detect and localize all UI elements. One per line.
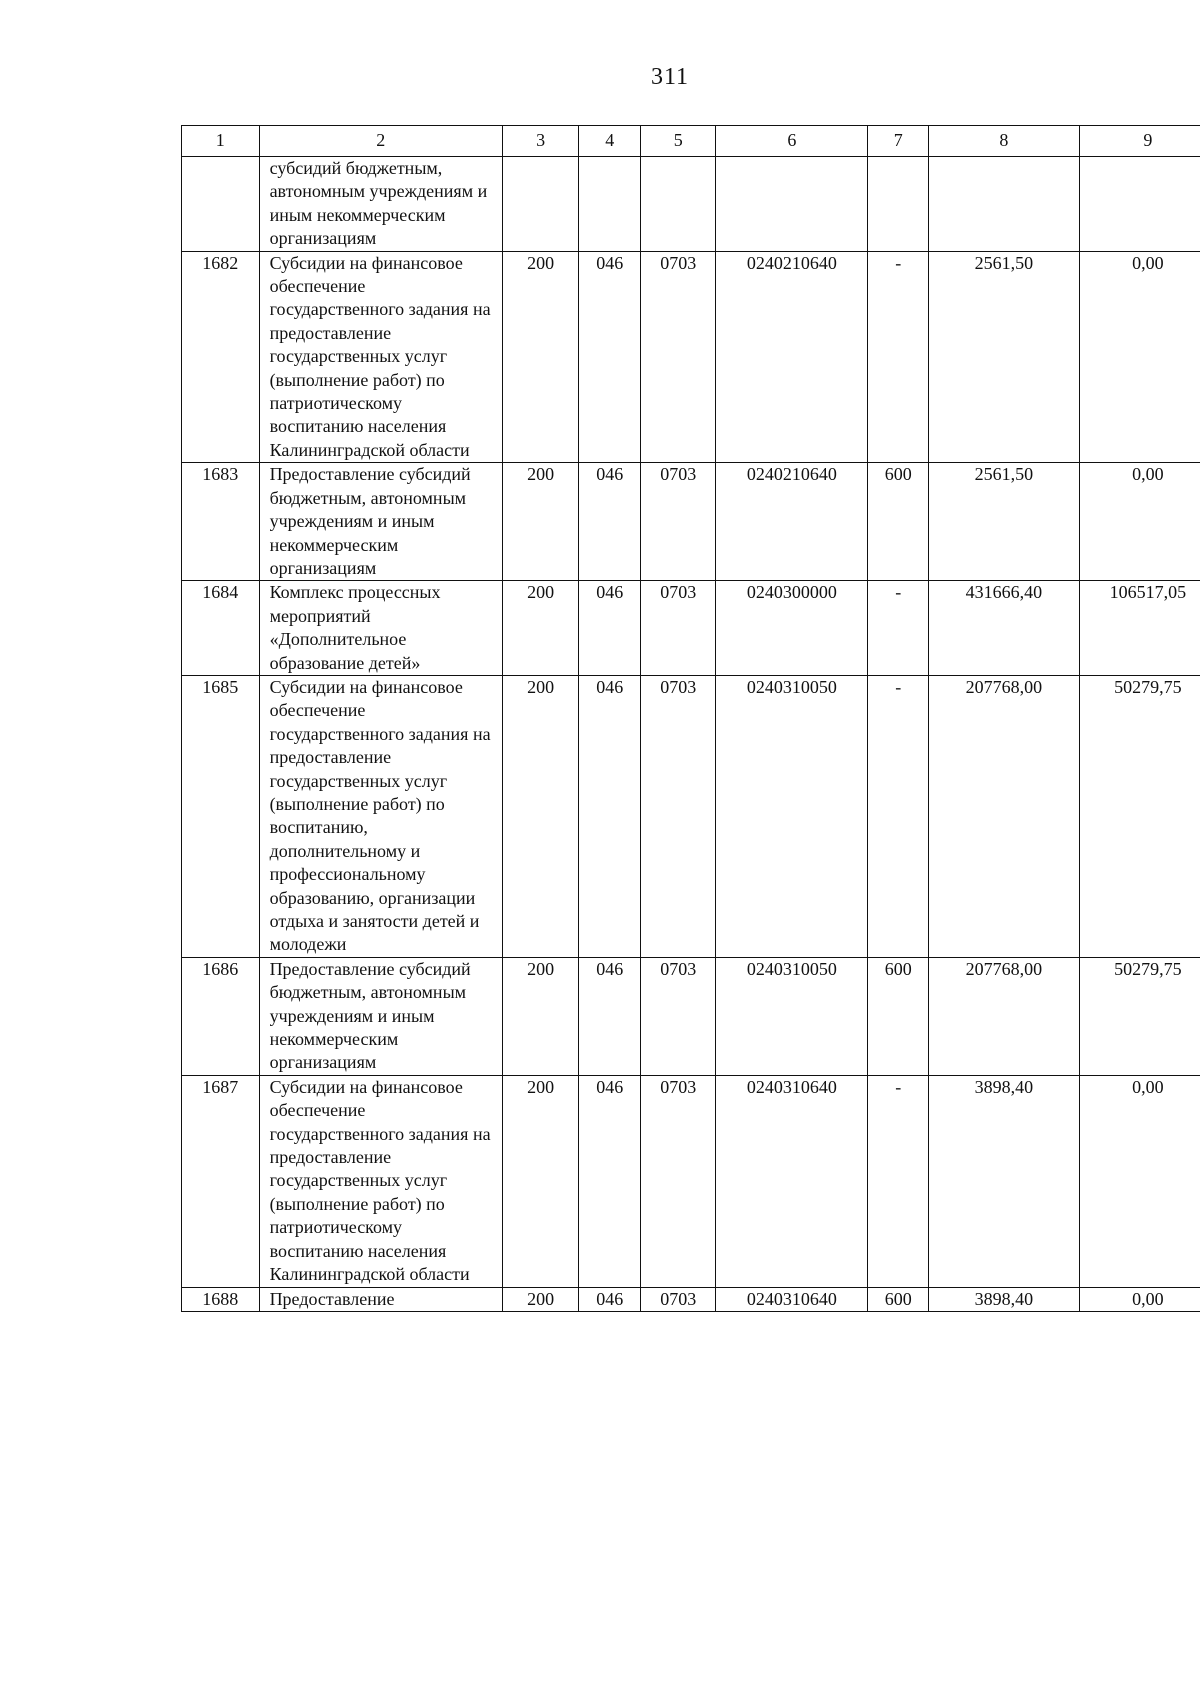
cell-c8: 207768,00 — [928, 957, 1079, 1075]
column-header: 9 — [1079, 126, 1200, 157]
cell-c5: 0703 — [641, 1287, 716, 1311]
cell-c7: 600 — [868, 957, 929, 1075]
column-header: 4 — [579, 126, 641, 157]
row-name: Субсидии на финансовое обеспечение государственного задания на предоставление государственных услуг (выполнение работ) по патриотическому воспитанию населения Калининградской области — [259, 251, 502, 463]
cell-c7: - — [868, 675, 929, 957]
row-name: Предоставление субсидий бюджетным, автономным учреждениям и иным некоммерческим организациям — [259, 957, 502, 1075]
table-row — [182, 957, 1200, 1075]
cell-c4: 046 — [579, 957, 641, 1075]
cell-c6: 0240310640 — [716, 1287, 868, 1311]
column-header: 6 — [716, 126, 868, 157]
table-row — [182, 1287, 1200, 1311]
cell-c5: 0703 — [641, 675, 716, 957]
column-header: 8 — [928, 126, 1079, 157]
cell-c7: - — [868, 581, 929, 676]
cell-c9 — [1079, 157, 1200, 252]
cell-c9: 50279,75 — [1079, 957, 1200, 1075]
cell-c7: 600 — [868, 1287, 929, 1311]
cell-c9: 50279,75 — [1079, 675, 1200, 957]
row-number: 1683 — [182, 463, 260, 581]
cell-c3: 200 — [502, 251, 579, 463]
table-row — [182, 675, 1200, 957]
cell-c8: 3898,40 — [928, 1075, 1079, 1287]
cell-c4: 046 — [579, 251, 641, 463]
cell-c5: 0703 — [641, 581, 716, 676]
cell-c4: 046 — [579, 1075, 641, 1287]
cell-c8: 207768,00 — [928, 675, 1079, 957]
cell-c8: 431666,40 — [928, 581, 1079, 676]
row-name: Субсидии на финансовое обеспечение государственного задания на предоставление государственных услуг (выполнение работ) по воспитанию, дополнительному и профессиональному образованию, организации отдыха и занятости детей и молодежи — [259, 675, 502, 957]
row-name: субсидий бюджетным, автономным учреждениям и иным некоммерческим организациям — [259, 157, 502, 252]
budget-table — [181, 125, 1200, 1312]
row-name: Предоставление субсидий бюджетным, автономным учреждениям и иным некоммерческим организациям — [259, 463, 502, 581]
row-number: 1688 — [182, 1287, 260, 1311]
cell-c6: 0240300000 — [716, 581, 868, 676]
row-number: 1686 — [182, 957, 260, 1075]
table-row — [182, 157, 1200, 252]
column-number-row — [182, 126, 1200, 157]
table-row — [182, 463, 1200, 581]
cell-c6: 0240210640 — [716, 251, 868, 463]
cell-c3: 200 — [502, 581, 579, 676]
cell-c4 — [579, 157, 641, 252]
cell-c4: 046 — [579, 581, 641, 676]
row-number: 1684 — [182, 581, 260, 676]
cell-c8: 3898,40 — [928, 1287, 1079, 1311]
cell-c7: 600 — [868, 463, 929, 581]
column-header: 7 — [868, 126, 929, 157]
cell-c5: 0703 — [641, 463, 716, 581]
cell-c4: 046 — [579, 1287, 641, 1311]
cell-c6: 0240310050 — [716, 675, 868, 957]
row-number: 1682 — [182, 251, 260, 463]
table-row — [182, 251, 1200, 463]
cell-c5: 0703 — [641, 957, 716, 1075]
row-number: 1687 — [182, 1075, 260, 1287]
cell-c3: 200 — [502, 675, 579, 957]
cell-c3: 200 — [502, 1075, 579, 1287]
column-header: 5 — [641, 126, 716, 157]
cell-c3: 200 — [502, 463, 579, 581]
cell-c3: 200 — [502, 957, 579, 1075]
cell-c9: 0,00 — [1079, 1075, 1200, 1287]
column-header: 1 — [182, 126, 260, 157]
cell-c6: 0240210640 — [716, 463, 868, 581]
cell-c6 — [716, 157, 868, 252]
table-row — [182, 581, 1200, 676]
cell-c8: 2561,50 — [928, 463, 1079, 581]
cell-c5 — [641, 157, 716, 252]
page-number: 311 — [650, 64, 690, 90]
cell-c6: 0240310050 — [716, 957, 868, 1075]
cell-c3 — [502, 157, 579, 252]
row-name: Комплекс процессных мероприятий «Дополнительное образование детей» — [259, 581, 502, 676]
cell-c6: 0240310640 — [716, 1075, 868, 1287]
cell-c7: - — [868, 251, 929, 463]
cell-c9: 0,00 — [1079, 251, 1200, 463]
cell-c5: 0703 — [641, 1075, 716, 1287]
cell-c9: 0,00 — [1079, 463, 1200, 581]
cell-c9: 0,00 — [1079, 1287, 1200, 1311]
column-header: 2 — [259, 126, 502, 157]
cell-c7 — [868, 157, 929, 252]
cell-c8 — [928, 157, 1079, 252]
cell-c5: 0703 — [641, 251, 716, 463]
row-number: 1685 — [182, 675, 260, 957]
cell-c4: 046 — [579, 463, 641, 581]
column-header: 3 — [502, 126, 579, 157]
cell-c8: 2561,50 — [928, 251, 1079, 463]
table-row — [182, 1075, 1200, 1287]
row-number — [182, 157, 260, 252]
cell-c7: - — [868, 1075, 929, 1287]
cell-c9: 106517,05 — [1079, 581, 1200, 676]
cell-c4: 046 — [579, 675, 641, 957]
row-name: Субсидии на финансовое обеспечение государственного задания на предоставление государственных услуг (выполнение работ) по патриотическому воспитанию населения Калининградской области — [259, 1075, 502, 1287]
cell-c3: 200 — [502, 1287, 579, 1311]
row-name: Предоставление — [259, 1287, 502, 1311]
